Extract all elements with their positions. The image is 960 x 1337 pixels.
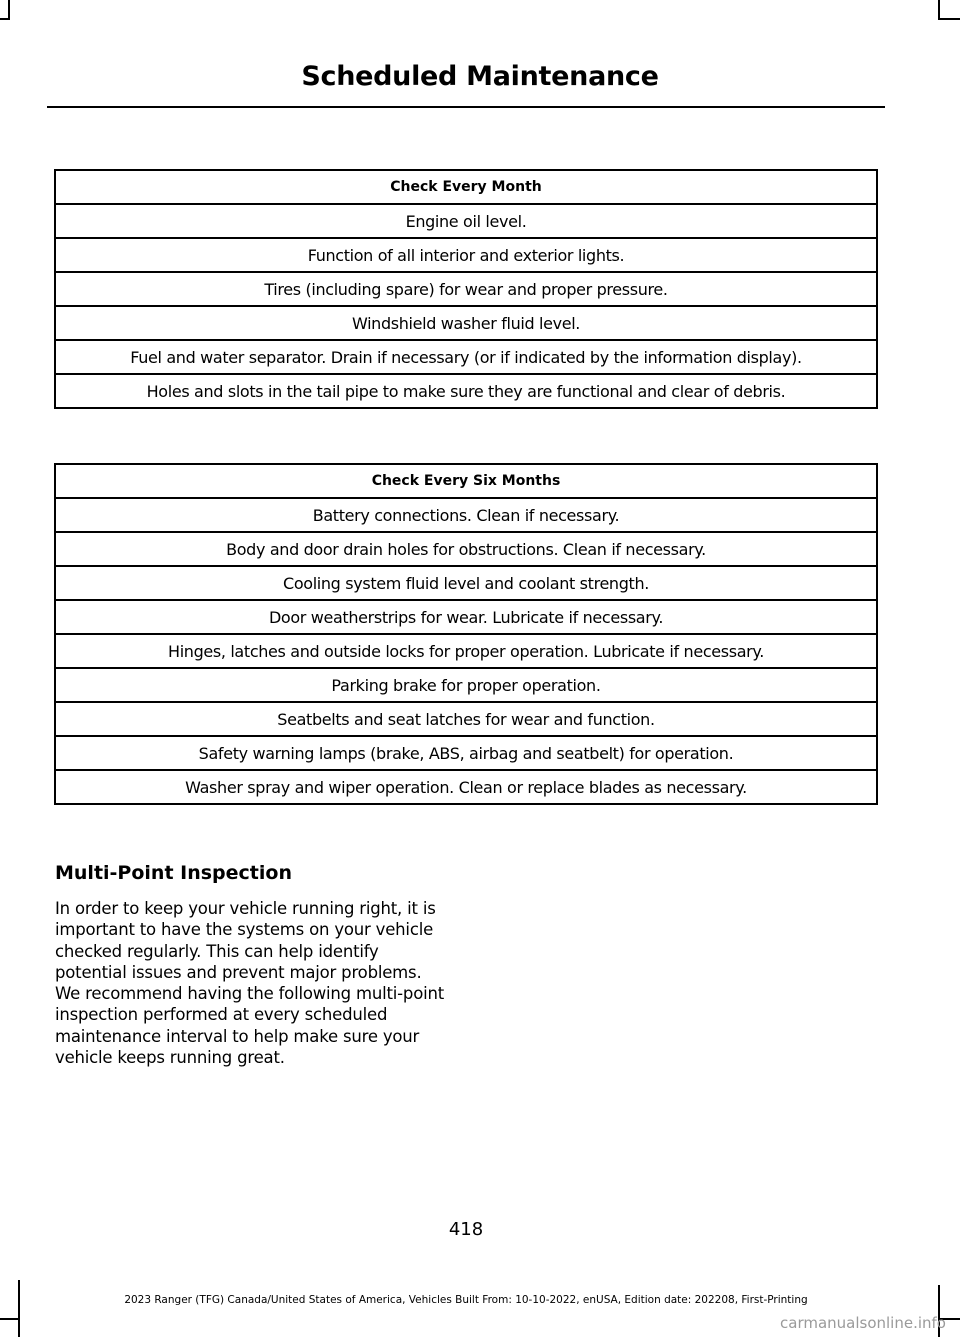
- table-row: [55, 498, 877, 532]
- table-header: Check Every Six Months: [55, 464, 877, 498]
- table-cell: Engine oil level.: [55, 204, 877, 238]
- body-paragraph: In order to keep your vehicle running right, it is important to have the systems on your vehicle checked regularly. This can help identify potential issues and prevent major problems. We recommend having the following multi-point inspection performed at every scheduled maintenance interval to help make sure your vehicle keeps running great.: [55, 899, 444, 1068]
- table-cell: Door weatherstrips for wear. Lubricate if necessary.: [55, 600, 877, 634]
- monthly-check-table: [54, 169, 878, 409]
- table-cell: Washer spray and wiper operation. Clean or replace blades as necessary.: [55, 770, 877, 804]
- table-row: [55, 770, 877, 804]
- table-row: [55, 736, 877, 770]
- table-cell: Body and door drain holes for obstructions. Clean if necessary.: [55, 532, 877, 566]
- table-header: Check Every Month: [55, 170, 877, 204]
- table-header-row: [55, 170, 877, 204]
- table-row: [55, 340, 877, 374]
- crop-mark: [938, 18, 960, 20]
- page-number: 418: [448, 1219, 484, 1240]
- crop-mark: [938, 0, 940, 18]
- watermark: carmanualsonline.info: [780, 1314, 946, 1332]
- section-heading: Multi-Point Inspection: [55, 862, 292, 884]
- table-cell: Fuel and water separator. Drain if necessary (or if indicated by the information display).: [55, 340, 877, 374]
- table-cell: Function of all interior and exterior lights.: [55, 238, 877, 272]
- title-divider: [47, 106, 885, 108]
- table-cell: Battery connections. Clean if necessary.: [55, 498, 877, 532]
- table-row: [55, 702, 877, 736]
- table-row: [55, 634, 877, 668]
- table-cell: Seatbelts and seat latches for wear and function.: [55, 702, 877, 736]
- table-row: [55, 566, 877, 600]
- crop-mark: [0, 1318, 20, 1320]
- table-cell: Parking brake for proper operation.: [55, 668, 877, 702]
- table-cell: Tires (including spare) for wear and proper pressure.: [55, 272, 877, 306]
- table-row: [55, 668, 877, 702]
- crop-mark: [18, 1280, 20, 1337]
- crop-mark: [0, 18, 10, 20]
- table-cell: Windshield washer fluid level.: [55, 306, 877, 340]
- page-title: Scheduled Maintenance: [301, 61, 659, 92]
- table-row: [55, 272, 877, 306]
- edition-footer: 2023 Ranger (TFG) Canada/United States of America, Vehicles Built From: 10-10-2022, enUSA, Edition date: 202208, First-Printing: [124, 1294, 808, 1306]
- crop-mark: [8, 0, 10, 18]
- table-row: [55, 238, 877, 272]
- table-cell: Safety warning lamps (brake, ABS, airbag and seatbelt) for operation.: [55, 736, 877, 770]
- table-row: [55, 532, 877, 566]
- table-cell: Cooling system fluid level and coolant strength.: [55, 566, 877, 600]
- table-header-row: [55, 464, 877, 498]
- table-cell: Holes and slots in the tail pipe to make sure they are functional and clear of debris.: [55, 374, 877, 408]
- table-row: [55, 306, 877, 340]
- table-row: [55, 374, 877, 408]
- table-row: [55, 204, 877, 238]
- table-cell: Hinges, latches and outside locks for proper operation. Lubricate if necessary.: [55, 634, 877, 668]
- table-row: [55, 600, 877, 634]
- six-month-check-table: [54, 463, 878, 805]
